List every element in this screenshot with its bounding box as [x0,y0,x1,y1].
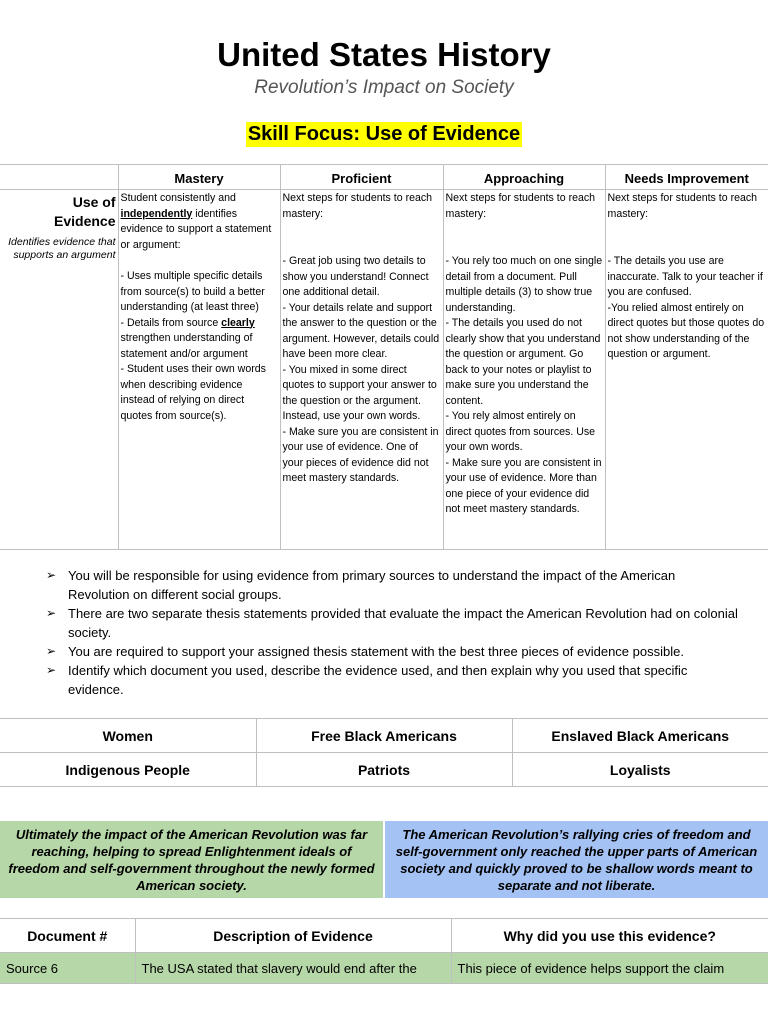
list-item: ➢ You will be responsible for using evidence from primary sources to understand the impact of the American Revolution on different social groups. [46,568,676,602]
social-groups-table [0,718,768,787]
rubric-row-use-of-evidence [0,190,768,550]
rubric-col-mastery: Mastery [118,165,280,190]
rubric-row-header [0,190,118,550]
evidence-reason-cell[interactable]: This piece of evidence helps support the claim [451,953,768,984]
col-description: Description of Evidence [135,919,451,953]
group-women: Women [0,719,256,753]
list-item: ➢ Identify which document you used, describe the evidence used, and then explain why you used that specific evidence. [46,663,688,697]
list-item: ➢ You are required to support your assigned thesis statement with the best three pieces of evidence possible. [46,644,684,659]
rubric-table [0,164,768,550]
page-title: United States History [217,36,551,73]
arrowhead-bullet-icon: ➢ [46,606,57,620]
needs-improvement-cell: Next steps for students to reach mastery: - The details you use are inaccurate. Talk to your teacher if you are confused. -You relied almost entirely on direct quotes but those quotes do not show understanding of the question or argument. [605,190,768,550]
arrowhead-bullet-icon: ➢ [46,644,57,658]
group-free-black-americans: Free Black Americans [256,719,512,753]
independently-emphasis: independently [120,207,193,220]
table-row [0,753,768,787]
list-item: ➢ There are two separate thesis statements provided that evaluate the impact the American Revolution had on colonial society. [46,606,738,640]
evidence-description-cell[interactable]: The USA stated that slavery would end after the [135,953,451,984]
skill-focus-heading: Skill Focus: Use of Evidence [247,123,521,145]
rubric-col-approaching: Approaching [443,165,605,190]
group-patriots: Patriots [256,753,512,787]
col-why-used: Why did you use this evidence? [451,919,768,953]
group-loyalists: Loyalists [512,753,768,787]
evidence-table [0,918,768,984]
rubric-header-row [0,165,768,190]
group-enslaved-black-americans: Enslaved Black Americans [512,719,768,753]
rubric-row-title: Use of Evidence [54,194,116,229]
col-document-number: Document # [0,919,135,953]
skill-focus-wrap [0,122,768,147]
proficient-cell: Next steps for students to reach mastery: - Great job using two details to show you understand! Connect one additional detail. - Your details relate and support the answer to the question or the argument. However, details could have been more clear. - You mixed in some direct quotes to support your answer to the question or the argument. Instead, use your own words. - Make sure you are consistent in your use of evidence. One of your pieces of evidence did not meet mastery standards. [280,190,443,550]
arrowhead-bullet-icon: ➢ [46,663,57,677]
clearly-emphasis: clearly [221,316,255,329]
group-indigenous-people: Indigenous People [0,753,256,787]
rubric-corner-cell [0,165,118,190]
rubric-col-proficient: Proficient [280,165,443,190]
thesis-blue: The American Revolution’s rallying cries of freedom and self-government only reached the upper parts of American society and quickly proved to be shallow words meant to separate and not liberate. [385,821,768,898]
table-row [0,719,768,753]
instructions-list [40,566,740,699]
approaching-cell: Next steps for students to reach mastery: - You rely too much on one single detail from a document. Pull multiple details (3) to show true understanding. - The details you used do not clearly show that you understand the question or argument. Go back to your notes or playlist to make sure you understand the content. - You rely almost entirely on direct quotes from sources. Use your own words. - Make sure you are consistent in your use of evidence. More than one piece of your evidence did not meet mastery standards. [443,190,605,550]
rubric-col-needs-improvement: Needs Improvement [605,165,768,190]
mastery-cell: Student consistently and independently identifies evidence to support a statement or argument: - Uses multiple specific details from source(s) to build a better understanding (at least three) - Details from source clearly strengthen understanding of statement and/or argument - Student uses their own words when describing evidence instead of relying on direct quotes from source(s). [118,190,280,550]
evidence-source-cell[interactable]: Source 6 [0,953,135,984]
thesis-green: Ultimately the impact of the American Revolution was far reaching, helping to spread Enlightenment ideals of freedom and self-government throughout the newly formed American society. [0,821,383,898]
evidence-header-row [0,919,768,953]
table-row [0,953,768,984]
page-subtitle: Revolution’s Impact on Society [254,77,514,98]
arrowhead-bullet-icon: ➢ [46,568,57,582]
rubric-row-subtitle: Identifies evidence that supports an argument [8,236,116,261]
